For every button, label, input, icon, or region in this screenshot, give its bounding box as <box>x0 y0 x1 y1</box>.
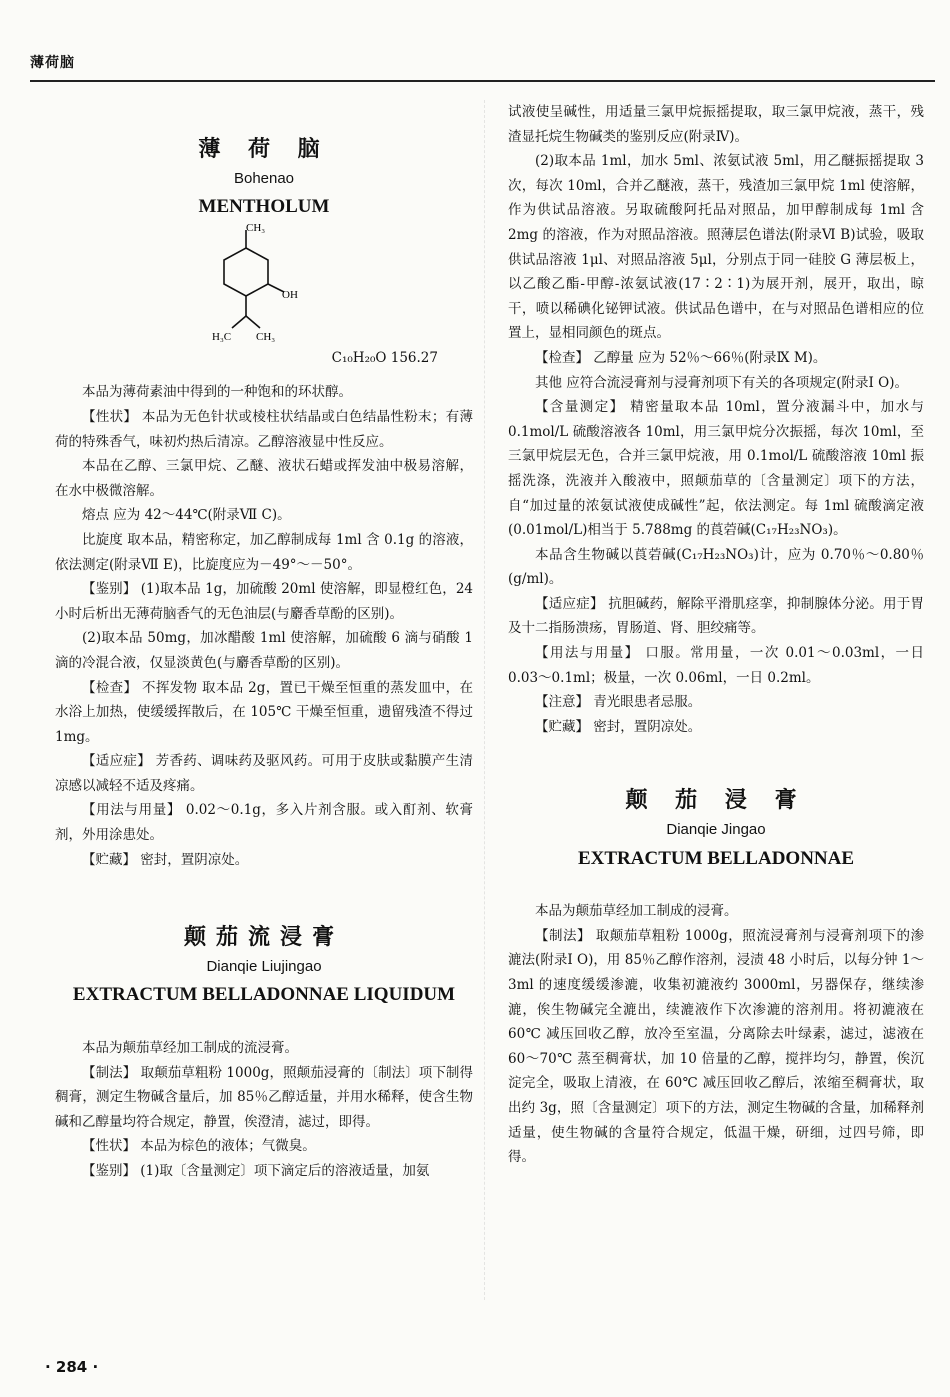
header-rule <box>30 80 935 82</box>
menthol-para: 本品在乙醇、三氯甲烷、乙醚、液状石蜡或挥发油中极易溶解，在水中极微溶解。 <box>55 458 473 499</box>
liquidum-continued-para: 【含量测定】 精密量取本品 10ml，置分液漏斗中，加水与 0.1mol/L 硫酸溶液各 10ml，用三氯甲烷分次振摇，每次 10ml，至三氯甲烷层无色，合并三氯甲烷液，用 0.1mol/L 硫酸溶液 10ml 振摇洗涤，洗液并入酸液中，照颠茄草的〔含量测定〕项下的方法，自“加过量的浓氨试液使成碱性”起，依法测定。每 1ml 硫酸滴定液(0.01mol/L)相当于 5.788mg 的莨菪碱(C₁₇H₂₃NO₃)。 <box>508 399 924 539</box>
liquidum-continued-para: (2)取本品 1ml，加水 5ml、浓氨试液 5ml，用乙醚振摇提取 3 次，每次 10ml，合并乙醚液，蒸干，残渣加三氯甲烷 1ml 使溶解，作为供试品溶液。另取硫酸阿托品对照品，加甲醇制成每 1ml 含 2mg 的溶液，作为对照品溶液。照薄层色谱法(附录Ⅵ B)试验，吸取供试品溶液 1μl、对照品溶液 5μl，分别点于同一硅胶 G 薄层板上，以乙酸乙酯-甲醇-浓氨试液(17∶2∶1)为展开剂，展开，取出，晾干，喷以稀碘化铋钾试液。供试品色谱中，在与对照品色谱相应的位置上，显相同颜色的斑点。 <box>508 153 924 342</box>
liquidum-title-latin: EXTRACTUM BELLADONNAE LIQUIDUM <box>72 984 456 1006</box>
column-divider <box>484 100 485 1300</box>
running-header: 薄荷脑 <box>30 55 75 71</box>
menthol-para: 【性状】 本品为无色针状或棱柱状结晶或白色结晶性粉末；有薄荷的特殊香气，味初灼热后清凉。乙醇溶液显中性反应。 <box>55 408 473 450</box>
jingao-para: 【制法】 取颠茄草粗粉 1000g，照流浸膏剂与浸膏剂项下的渗漉法(附录Ⅰ O)，用 85％乙醇作溶剂，浸渍 48 小时后，以每分钟 1～3ml 的速度缓缓渗漉，收集初漉液约 3000ml，另器保存，继续渗漉，俟生物碱完全漉出，续漉液作下次渗漉的溶剂用。将初漉液在 60℃ 减压回收乙醇，放冷至室温，分离除去叶绿素，滤过，滤液在 60～70℃ 蒸至稠膏状，加 10 倍量的乙醇，搅拌均匀，静置，俟沉淀完全，吸取上清液，在 60℃ 减压回收乙醇后，浓缩至稠膏状，取出约 3g，照〔含量测定〕项下的方法，测定生物碱的含量，加稀释剂适量，使生物碱的含量符合规定，低温干燥，研细，过四号筛，即得。 <box>508 927 924 1166</box>
menthol-para: 【适应症】 芳香药、调味药及驱风药。可用于皮肤或黏膜产生清凉感以减轻不适及疼痛。 <box>55 753 473 794</box>
jingao-title-latin: EXTRACTUM BELLADONNAE <box>577 847 855 869</box>
menthol-title-pinyin: Bohenao <box>233 169 295 187</box>
struct-ch3-top: CH₃ <box>246 221 266 234</box>
menthol-title-latin: MENTHOLUM <box>198 196 330 218</box>
liquidum-continued-para: 【注意】 青光眼患者忌服。 <box>535 694 702 711</box>
liquidum-title-pinyin: Dianqie Liujingao <box>206 957 322 975</box>
liquidum-continued-para: 本品含生物碱以莨菪碱(C₁₇H₂₃NO₃)计，应为 0.70％～0.80％(g/ml)。 <box>508 546 924 588</box>
liquidum-para: 【制法】 取颠茄草粗粉 1000g，照颠茄浸膏的〔制法〕项下制得稠膏，测定生物碱含量后，加 85％乙醇适量，并用水稀释，使含生物碱和乙醇量均符合规定，静置，俟澄清，滤过，即得。 <box>55 1064 473 1130</box>
struct-oh: OH <box>282 288 298 301</box>
page-number: · 284 · <box>45 1358 99 1376</box>
menthol-para: (2)取本品 50mg，加冰醋酸 1ml 使溶解，加硫酸 6 滴与硝酸 1 滴的冷混合液，仅显淡黄色(与麝香草酚的区别)。 <box>55 630 473 671</box>
jingao-para: 本品为颠茄草经加工制成的浸膏。 <box>535 903 738 920</box>
liquidum-continued-para: 【用法与用量】 口服。常用量，一次 0.01～0.03ml，一日 0.03～0.1ml；极量，一次 0.06ml，一日 0.2ml。 <box>508 645 924 686</box>
menthol-para: 【检查】 不挥发物 取本品 2g，置已干燥至恒重的蒸发皿中，在水浴上加热，使缓缓挥散后，在 105℃ 干燥至恒重，遗留残渣不得过 1mg。 <box>55 679 473 745</box>
struct-ch3-bottom: CH₃ <box>256 330 276 343</box>
menthol-para: 比旋度 取本品，精密称定，加乙醇制成每 1ml 含 0.1g 的溶液，依法测定(附录Ⅶ E)，比旋度应为－49°～－50°。 <box>55 531 473 573</box>
liquidum-continued-para: 【适应症】 抗胆碱药，解除平滑肌痉挛，抑制腺体分泌。用于胃及十二指肠溃疡，胃肠道、肾、胆绞痛等。 <box>508 595 924 637</box>
menthol-title-cn: 薄 荷 脑 <box>198 137 330 162</box>
jingao-title-cn: 颠 茄 浸 膏 <box>625 788 807 814</box>
jingao-title-pinyin: Dianqie Jingao <box>666 821 766 839</box>
left-column <box>55 100 473 1184</box>
liquidum-continued-para: 【检查】 乙醇量 应为 52％～66％(附录Ⅸ M)。 <box>535 349 827 366</box>
liquidum-title-cn: 颠茄流浸膏 <box>183 925 344 951</box>
struct-h3c: H₃C <box>212 330 232 343</box>
menthol-para: 熔点 应为 42～44℃(附录Ⅶ C)。 <box>82 507 291 524</box>
liquidum-continued-para: 试液使呈碱性，用适量三氯甲烷振摇提取，取三氯甲烷液，蒸干，残渣显托烷生物碱类的鉴别反应(附录Ⅳ)。 <box>508 104 924 145</box>
right-column <box>508 100 924 1170</box>
liquidum-continued-para: 其他 应符合流浸膏剂与浸膏剂项下有关的各项规定(附录Ⅰ O)。 <box>535 374 909 391</box>
menthol-para: 本品为薄荷素油中得到的一种饱和的环状醇。 <box>82 384 352 401</box>
liquidum-para: 本品为颠茄草经加工制成的流浸膏。 <box>82 1040 298 1057</box>
menthol-para: 【贮藏】 密封，置阴凉处。 <box>82 851 249 868</box>
liquidum-para: 【鉴别】 (1)取〔含量测定〕项下滴定后的溶液适量，加氨 <box>82 1163 430 1179</box>
menthol-structure-diagram <box>194 220 334 350</box>
liquidum-continued-para: 【贮藏】 密封，置阴凉处。 <box>535 718 702 735</box>
menthol-para: 【用法与用量】 0.02～0.1g，多入片剂含服。或入酊剂、软膏剂，外用涂患处。 <box>55 802 473 844</box>
menthol-formula: C₁₀H₂₀O 156.27 <box>331 349 438 366</box>
menthol-para: 【鉴别】 (1)取本品 1g，加硫酸 20ml 使溶解，即显橙红色，24 小时后析出无薄荷脑香气的无色油层(与麝香草酚的区别)。 <box>55 581 473 622</box>
liquidum-para: 【性状】 本品为棕色的液体；气微臭。 <box>82 1138 316 1155</box>
